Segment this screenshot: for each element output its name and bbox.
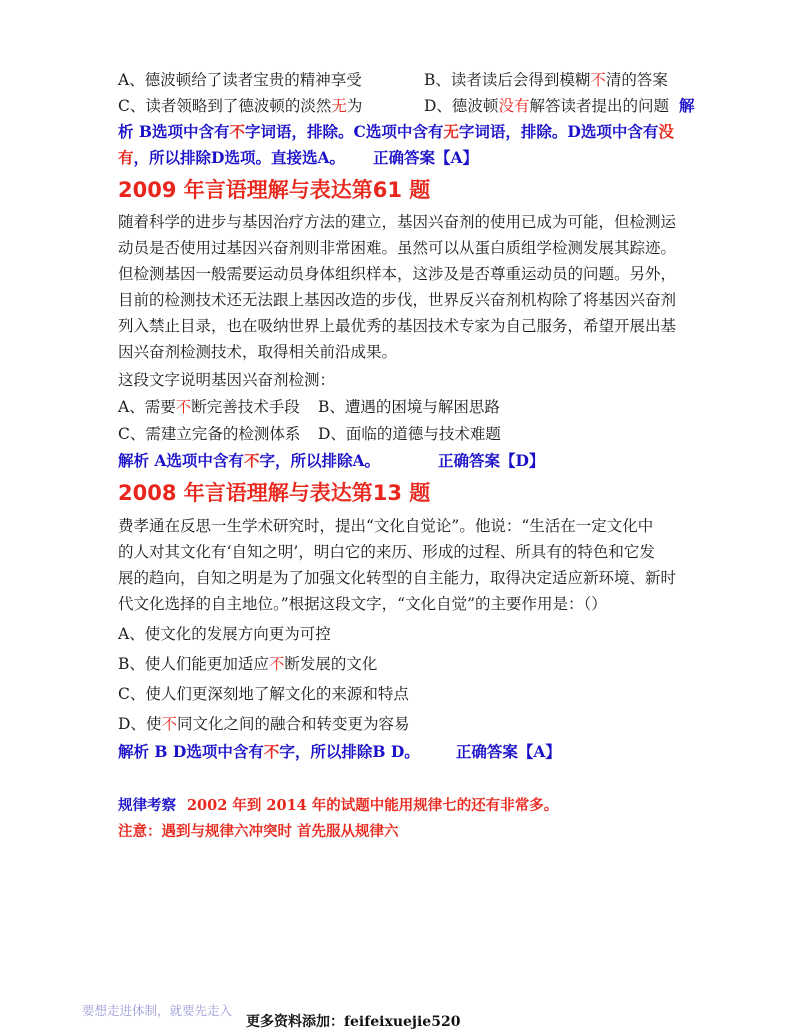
correct-answer: 正确答案【A】 — [372, 148, 479, 167]
explanation-highlight-1: 不 — [229, 122, 246, 141]
rule-label: 规律考察 — [118, 797, 176, 814]
option-c: C、需建立完备的检测体系 — [118, 425, 301, 443]
option-b: B、遭遇的困境与解困思路 — [318, 398, 500, 416]
paragraph-line: 但检测基因一般需要运动员身体组织样本，这涉及是否尊重运动员的问题。另外， — [118, 265, 677, 283]
option-c — [118, 97, 362, 115]
option-a-text-1: A、需要 — [118, 398, 176, 416]
explanation-highlight-2: 无 — [443, 122, 459, 141]
option-d-text-2: 解答读者提出的问题 — [529, 97, 669, 115]
option-row-cd — [118, 96, 695, 116]
paragraph-line: 因兴奋剂检测技术，取得相关前沿成果。 — [118, 343, 398, 361]
option-b — [118, 654, 377, 674]
option-c-text-2: 为 — [346, 97, 363, 115]
footer-contact: 更多资料添加：feifeixuejie520 — [246, 1014, 461, 1030]
paragraph-line: 费孝通在反思一生学术研究时，提出“文化自觉论”。他说：“生活在一定文化中 — [118, 517, 654, 535]
explanation-line — [118, 451, 544, 471]
explanation-line-2 — [118, 148, 478, 168]
option-d-highlight: 不 — [161, 715, 177, 733]
option-d — [118, 714, 409, 734]
explanation-text-1: 解析 B D选项中含有 — [118, 742, 264, 761]
explanation-text-1: 析 B选项中含有 — [118, 122, 230, 141]
explanation-text-3: 字词语，排除。D选项中含有 — [458, 122, 659, 141]
option-a: A、德波顿给了读者宝贵的精神享受 — [118, 71, 362, 89]
correct-answer: 正确答案【A】 — [455, 742, 561, 761]
rule-summary — [118, 795, 558, 816]
explanation-text-2: 字，所以排除A。 — [259, 451, 380, 470]
option-b — [424, 70, 668, 90]
option-b-text-2: 清的答案 — [605, 71, 668, 89]
explanation-text-2: 字词语，排除。C选项中含有 — [245, 122, 444, 141]
question-heading: 2008 年言语理解与表达第13 题 — [118, 481, 431, 505]
option-a-highlight: 不 — [175, 398, 192, 416]
explanation-line — [118, 742, 561, 762]
option-d-text-1: D、德波顿 — [424, 97, 499, 115]
option-c-text-1: C、读者领略到了德波顿的淡然 — [118, 97, 332, 115]
option-row-ab — [118, 397, 500, 417]
paragraph-line: 列入禁止目录，也在吸纳世界上最优秀的基因技术专家为自己服务，希望开展出基 — [118, 317, 677, 335]
option-c: C、使人们更深刻地了解文化的来源和特点 — [118, 685, 409, 703]
rule-text: 2002 年到 2014 年的试题中能用规律七的还有非常多。 — [186, 797, 559, 814]
option-c-highlight: 无 — [331, 97, 347, 115]
explanation-text-1: 解析 A选项中含有 — [118, 451, 244, 470]
option-b-text-2: 断发展的文化 — [284, 655, 378, 673]
option-d: D、面临的道德与技术难题 — [318, 425, 501, 443]
paragraph-line: 目前的检测技术还无法跟上基因改造的步伐，世界反兴奋剂机构除了将基因兴奋剂 — [118, 291, 677, 309]
explanation-text-4: ，所以排除D选项。直接选A。 — [133, 148, 345, 167]
option-d-highlight: 没有 — [498, 97, 530, 115]
option-a — [118, 398, 300, 416]
option-d-text-2: 同文化之间的融合和转变更为容易 — [176, 715, 410, 733]
paragraph-line: 随着科学的进步与基因治疗方法的建立，基因兴奋剂的使用已成为可能，但检测运 — [118, 213, 677, 231]
option-b-text-1: B、使人们能更加适应 — [118, 655, 269, 673]
explanation-highlight: 不 — [243, 451, 260, 470]
correct-answer: 正确答案【D】 — [437, 451, 545, 470]
footer-watermark-text: 要想走进体制，就要先走入 — [82, 1003, 233, 1018]
option-b-highlight: 不 — [268, 655, 285, 673]
explanation-highlight-4: 有 — [118, 148, 134, 167]
option-b-text-1: B、读者读后会得到模糊 — [424, 71, 591, 89]
explanation-text-2: 字，所以排除B D。 — [279, 742, 420, 761]
option-b-highlight: 不 — [590, 71, 606, 89]
explanation-line-1 — [118, 122, 674, 142]
paragraph-line: 动员是否使用过基因兴奋剂则非常困难。虽然可以从蛋白质组学检测发展其踪迹。 — [118, 239, 677, 257]
paragraph-line: 的人对其文化有‘自知之明’，明白它的来历、形成的过程、所具有的特色和它发 — [118, 543, 655, 561]
paragraph-line: 代文化选择的自主地位。”根据这段文字，“文化自觉”的主要作用是：（） — [118, 595, 607, 613]
question-heading: 2009 年言语理解与表达第61 题 — [118, 178, 431, 202]
rule-note: 注意：遇到与规律六冲突时 首先服从规律六 — [118, 823, 399, 840]
option-d-text-1: D、使 — [118, 715, 162, 733]
option-a: A、使文化的发展方向更为可控 — [118, 625, 331, 643]
explanation-label-start: 解 — [678, 96, 695, 115]
option-d — [424, 96, 694, 116]
explanation-highlight: 不 — [263, 742, 280, 761]
option-row-ab — [118, 70, 668, 90]
explanation-highlight-3: 没 — [658, 122, 674, 141]
paragraph-line: 展的趋向，自知之明是为了加强文化转型的自主能力，取得决定适应新环境、新时 — [118, 569, 677, 587]
option-a-text-2: 断完善技术手段 — [191, 398, 300, 416]
option-row-cd — [118, 424, 501, 444]
question-prompt: 这段文字说明基因兴奋剂检测： — [118, 371, 336, 389]
